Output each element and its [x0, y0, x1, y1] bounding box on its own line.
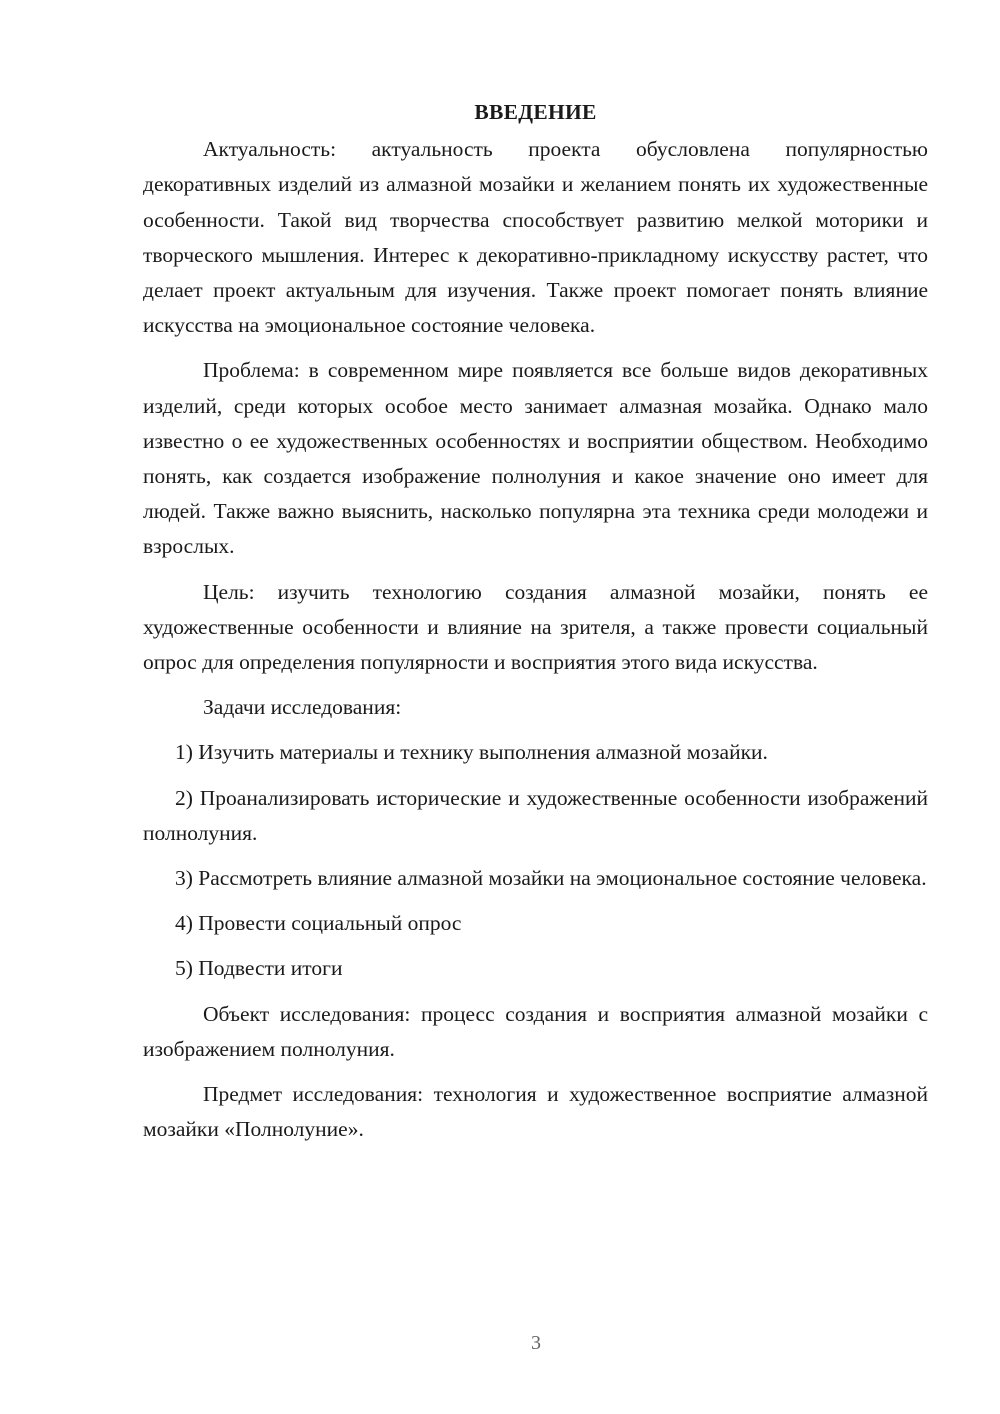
page-content	[143, 95, 928, 1157]
task-item-2: 2) Проанализировать исторические и художественные особенности изображений полнолуния.	[143, 785, 928, 845]
task-item-5: 5) Подвести итоги	[175, 956, 343, 981]
tasks-heading: Задачи исследования:	[203, 695, 402, 720]
task-item-4: 4) Провести социальный опрос	[175, 911, 462, 936]
section-title: ВВЕДЕНИЕ	[474, 100, 597, 124]
task-item-3: 3) Рассмотреть влияние алмазной мозайки на эмоциональное состояние человека.	[175, 866, 927, 891]
page-number: 3	[531, 1332, 541, 1354]
task-item-1: 1) Изучить материалы и технику выполнения алмазной мозайки.	[175, 740, 768, 765]
relevance-paragraph: Актуальность: актуальность проекта обусловлена популярностью декоративных изделий из алмазной мозайки и желанием понять их художественные особенности. Такой вид творчества способствует развитию мелкой моторики и творческого мышления. Интерес к декоративно-прикладному искусству растет, что делает проект актуальным для изучения. Также проект помогает понять влияние искусства на эмоциональное состояние человека.	[143, 137, 928, 338]
research-subject-paragraph: Предмет исследования: технология и художественное восприятие алмазной мозайки «Полнолуние».	[143, 1082, 928, 1142]
research-object-paragraph: Объект исследования: процесс создания и восприятия алмазной мозайки с изображением полнолуния.	[143, 1001, 928, 1061]
goal-paragraph: Цель: изучить технологию создания алмазной мозайки, понять ее художественные особенности и влияние на зрителя, а также провести социальный опрос для определения популярности и восприятия этого вида искусства.	[143, 579, 928, 675]
problem-paragraph: Проблема: в современном мире появляется все больше видов декоративных изделий, среди которых особое место занимает алмазная мозайка. Однако мало известно о ее художественных особенностях и восприятии обществом. Необходимо понять, как создается изображение полнолуния и какое значение оно имеет для людей. Также важно выяснить, насколько популярна эта техника среди молодежи и взрослых.	[143, 358, 928, 559]
